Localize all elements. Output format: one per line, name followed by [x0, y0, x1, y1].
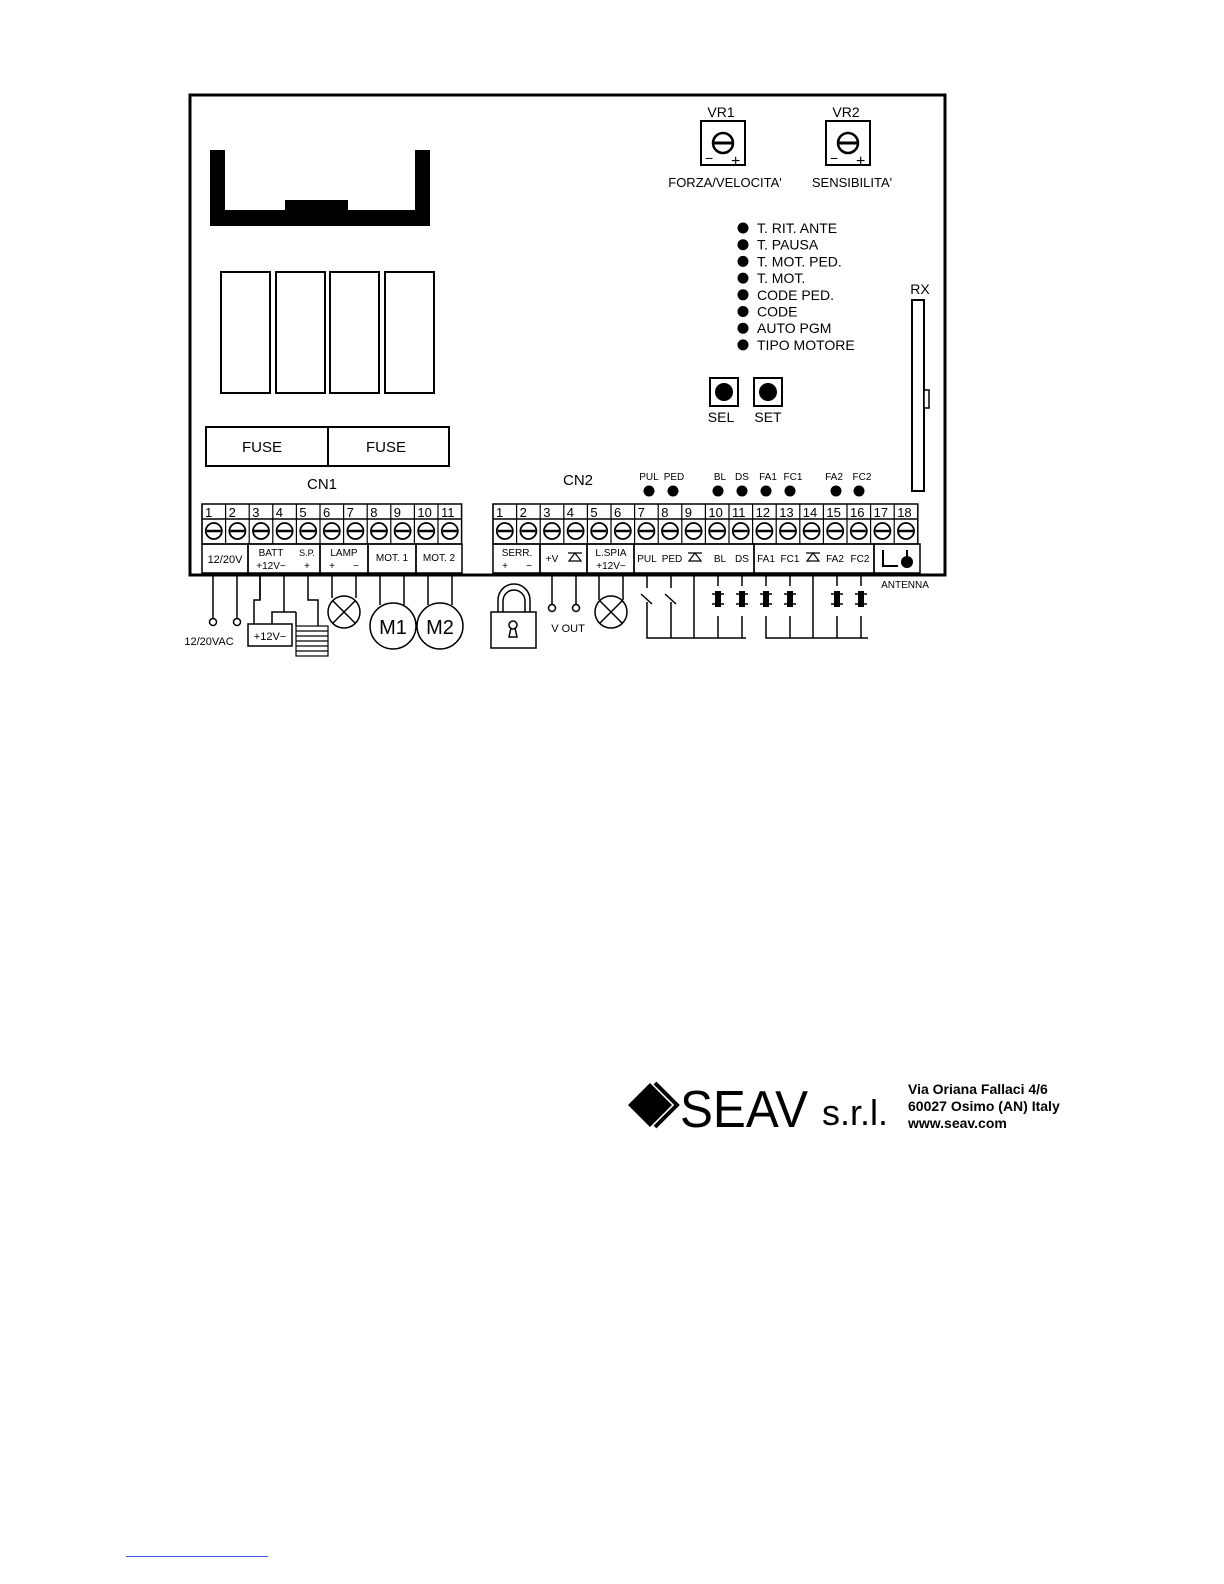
pushbutton-wiring [641, 575, 868, 638]
status-led-label: FC1 [783, 472, 803, 483]
status-led-label: FA2 [825, 472, 843, 483]
warning-lamp-icon [595, 575, 627, 628]
status-led-label: FA1 [759, 472, 777, 483]
rx-label: RX [910, 281, 930, 297]
rx-module [912, 300, 924, 491]
address-line: Via Oriana Fallaci 4/6 [908, 1081, 1048, 1097]
terminal-number: 7 [637, 505, 645, 520]
trimmer-id: VR2 [832, 104, 860, 120]
terminal-number: 15 [826, 505, 841, 520]
vout-label: V OUT [551, 623, 585, 635]
lock-icon [491, 584, 536, 648]
terminal-number: 1 [205, 505, 213, 520]
flashing-light-icon [296, 626, 328, 656]
company-address [907, 1081, 1060, 1131]
led-indicator [738, 289, 749, 300]
terminal-number: 4 [566, 505, 575, 520]
terminal-group-label: FC1 [780, 554, 800, 565]
terminal-number: 5 [590, 505, 598, 520]
led-indicator [738, 273, 749, 284]
cn2-terminal-block [493, 504, 918, 544]
button-label: SET [754, 409, 782, 425]
terminal-number: 10 [417, 505, 432, 520]
terminal-group-label: − [353, 561, 359, 572]
trimmer-label: FORZA/VELOCITA' [668, 175, 782, 190]
terminal-group-label: +12V− [256, 561, 286, 572]
fuse-label: FUSE [365, 439, 407, 456]
battery-label: +12V− [253, 631, 287, 643]
motor-label: M2 [426, 617, 454, 639]
cn1-terminal-block [202, 504, 462, 544]
led-indicator [738, 223, 749, 234]
company-name: SEAV [680, 1081, 809, 1139]
terminal-group-label: MOT. 2 [422, 553, 456, 564]
terminal-number: 18 [897, 505, 912, 520]
antenna-label: ANTENNA [881, 580, 929, 591]
led-indicator [738, 306, 749, 317]
diamond-logo-icon [628, 1083, 672, 1127]
terminal-number: 2 [519, 505, 527, 520]
status-led [831, 486, 842, 497]
terminal-number: 11 [441, 505, 455, 520]
terminal-number: 6 [323, 505, 331, 520]
svg-text:+: + [856, 153, 866, 170]
address-line: 60027 Osimo (AN) Italy [908, 1098, 1060, 1114]
status-led [644, 486, 655, 497]
footnote-separator [126, 1556, 268, 1557]
terminal-number: 9 [393, 505, 402, 520]
status-led [785, 486, 796, 497]
led-label: CODE [757, 303, 798, 320]
terminal-group-label: PED [661, 554, 683, 565]
vac-label: 12/20VAC [184, 636, 234, 648]
terminal-number: 7 [346, 505, 354, 520]
terminal-group-label: FA2 [826, 554, 844, 565]
status-led [737, 486, 748, 497]
company-suffix: s.r.l. [822, 1092, 888, 1133]
terminal-group-label: FA1 [757, 554, 775, 565]
status-led [668, 486, 679, 497]
terminal-number: 5 [299, 505, 307, 520]
terminal-number: 4 [275, 505, 284, 520]
status-led-label: PUL [639, 472, 659, 483]
terminal-number: 9 [684, 505, 693, 520]
status-led [854, 486, 865, 497]
cn1-label: CN1 [306, 476, 338, 493]
terminal-number: 3 [252, 505, 260, 520]
lamp-icon [328, 575, 360, 628]
terminal-group-label: PUL [637, 554, 657, 565]
svg-text:+: + [502, 561, 508, 572]
terminal-number: 8 [661, 505, 669, 520]
trimmer-id: VR1 [707, 104, 735, 120]
status-led [761, 486, 772, 497]
control-board [190, 95, 945, 575]
terminal-number: 17 [873, 505, 889, 520]
button-label: SEL [707, 409, 735, 425]
terminal-group-label: S.P. [299, 548, 315, 558]
trimmer-label: SENSIBILITA' [811, 175, 893, 190]
terminal-number: 16 [850, 505, 865, 520]
terminal-number: 10 [708, 505, 723, 520]
led-label: AUTO PGM [757, 320, 832, 337]
company-website: www.seav.com [908, 1115, 1007, 1131]
terminal-group-label: DS [735, 554, 749, 565]
terminal-group-label: L.SPIA [595, 548, 627, 559]
terminal-group-label: + [329, 561, 335, 572]
status-led-label: FC2 [852, 472, 872, 483]
terminal-group-label: FC2 [850, 554, 870, 565]
terminal-group-label: 12/20V [207, 554, 243, 566]
terminal-group-label: LAMP [330, 548, 358, 559]
terminal-number: 14 [802, 505, 818, 520]
motor-label: M1 [379, 617, 407, 639]
status-led-label: DS [735, 472, 749, 483]
terminal-group-label: +V [545, 554, 559, 565]
led-label: T. MOT. PED. [757, 253, 842, 270]
cn1-external-wiring [210, 575, 319, 626]
svg-text:−: − [705, 150, 714, 166]
vout-terminals [549, 575, 580, 612]
svg-text:−: − [830, 150, 839, 166]
fuse-label: FUSE [241, 439, 283, 456]
cn2-label: CN2 [562, 472, 594, 489]
terminal-group-label: BATT [258, 548, 284, 559]
svg-text:−: − [526, 561, 532, 572]
motor-2-icon [417, 575, 463, 649]
set-button [754, 378, 782, 425]
led-indicator [738, 239, 749, 250]
terminal-number: 3 [543, 505, 551, 520]
terminal-group-label: + [304, 561, 310, 572]
led-label: CODE PED. [757, 286, 835, 303]
terminal-number: 8 [370, 505, 378, 520]
terminal-group-label: SERR. [501, 548, 533, 559]
svg-text:+: + [731, 153, 741, 170]
terminal-number: 1 [496, 505, 504, 520]
status-led-label: BL [713, 472, 727, 483]
status-led-label: PED [663, 472, 685, 483]
terminal-number: 13 [779, 505, 794, 520]
terminal-group-label: BL [713, 554, 727, 565]
terminal-group-label: +12V− [596, 561, 626, 572]
sel-button [708, 378, 738, 425]
motor-1-icon [370, 575, 416, 649]
led-label: T. MOT. [757, 270, 806, 287]
led-indicator [738, 256, 749, 267]
led-indicator [738, 339, 749, 350]
terminal-number: 12 [755, 505, 771, 520]
terminal-number: 11 [732, 505, 746, 520]
led-label: T. RIT. ANTE [757, 220, 838, 236]
status-led [713, 486, 724, 497]
company-logo [628, 1081, 888, 1139]
terminal-group-label: MOT. 1 [375, 553, 409, 564]
led-indicator [738, 323, 749, 334]
terminal-number: 6 [614, 505, 622, 520]
terminal-number: 2 [228, 505, 236, 520]
led-label: T. PAUSA [757, 236, 819, 253]
led-label: TIPO MOTORE [757, 336, 855, 353]
